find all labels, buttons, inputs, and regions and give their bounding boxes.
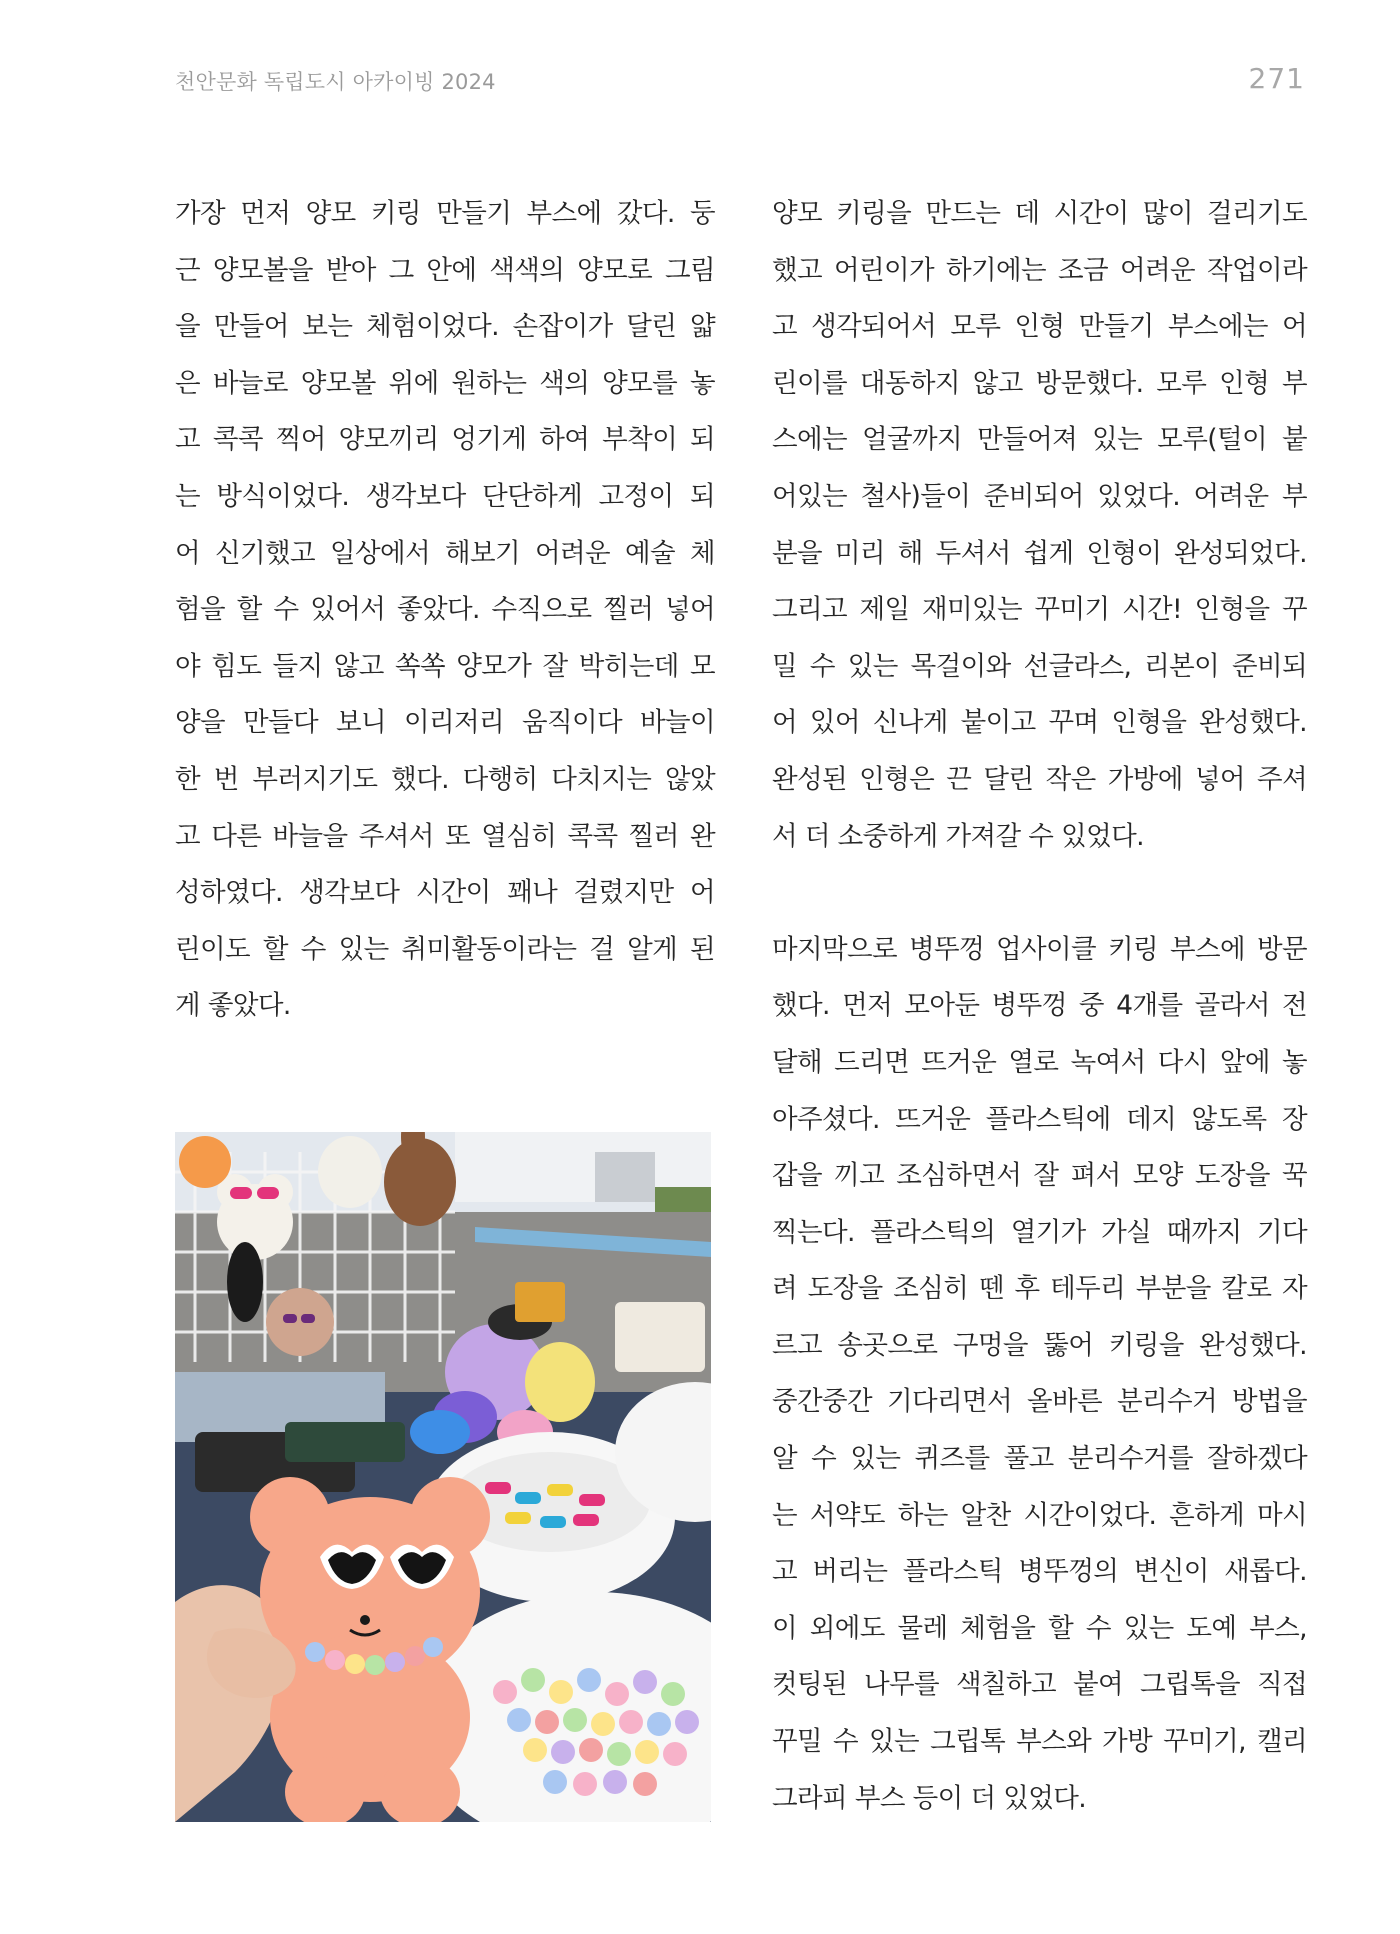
text-line: 갑을 끼고 조심하면서 잘 펴서 모양 도장을 꾹 <box>772 1160 1307 1192</box>
text-line: 완성된 인형은 끈 달린 작은 가방에 넣어 주셔 <box>772 763 1307 795</box>
text-line: 고 다른 바늘을 주셔서 또 열심히 콕콕 찔러 완 <box>175 820 715 852</box>
text-line: 을 만들어 보는 체험이었다. 손잡이가 달린 얇 <box>175 311 715 343</box>
yellow-fluff <box>525 1342 595 1422</box>
text-line: 밀 수 있는 목걸이와 선글라스, 리본이 준비되 <box>772 650 1307 682</box>
text-line: 찍는다. 플라스틱의 열기가 가실 때까지 기다 <box>772 1216 1307 1248</box>
text-line: 야 힘도 들지 않고 쏙쏙 양모가 잘 박히는데 모 <box>175 650 715 682</box>
text-line: 려 도장을 조심히 뗀 후 테두리 부분을 칼로 자 <box>772 1273 1307 1305</box>
text-line: 어있는 철사)들이 준비되어 있었다. 어려운 부 <box>772 480 1307 512</box>
text-line: 어 있어 신나게 붙이고 꾸며 인형을 완성했다. <box>772 707 1307 739</box>
text-line: 린이도 할 수 있는 취미활동이라는 걸 알게 된 <box>175 933 715 965</box>
ac-unit <box>595 1152 655 1202</box>
white-bunny-doll <box>318 1136 382 1208</box>
basket <box>615 1302 705 1372</box>
text-line: 아주셨다. 뜨거운 플라스틱에 데지 않도록 장 <box>772 1103 1307 1135</box>
text-line: 달해 드리면 뜨거운 열로 녹여서 다시 앞에 놓 <box>772 1046 1307 1078</box>
text-line: 꾸밀 수 있는 그립톡 부스와 가방 꾸미기, 캘리 <box>772 1726 1307 1758</box>
text-line: 고 버리는 플라스틱 병뚜껑의 변신이 새롭다. <box>772 1556 1307 1588</box>
text-line: 양모 키링을 만드는 데 시간이 많이 걸리기도 <box>772 198 1307 229</box>
text-line: 마지막으로 병뚜껑 업사이클 키링 부스에 방문 <box>772 933 1307 965</box>
text-line: 린이를 대동하지 않고 방문했다. 모루 인형 부 <box>772 367 1307 399</box>
right-column-text <box>772 186 1307 1827</box>
text-line: 가장 먼저 양모 키링 만들기 부스에 갔다. 둥 <box>175 198 715 229</box>
text-line: 했고 어린이가 하기에는 조금 어려운 작업이라 <box>772 254 1307 286</box>
orange-doll <box>179 1136 231 1188</box>
text-line: 양을 만들다 보니 이리저리 움직이다 바늘이 <box>175 707 715 739</box>
text-line: 중간중간 기다리면서 올바른 분리수거 방법을 <box>772 1386 1307 1418</box>
orange-box <box>515 1282 565 1322</box>
text-line: 성하였다. 생각보다 시간이 꽤나 걸렸지만 어 <box>175 877 715 909</box>
text-line: 했다. 먼저 모아둔 병뚜껑 중 4개를 골라서 전 <box>772 990 1307 1022</box>
keyring-booth-photo <box>175 1132 711 1822</box>
text-line: 스에는 얼굴까지 만들어져 있는 모루(털이 붙 <box>772 424 1307 456</box>
text-line: 르고 송곳으로 구멍을 뚫어 키링을 완성했다. <box>772 1329 1307 1361</box>
text-line: 알 수 있는 퀴즈를 풀고 분리수거를 잘하겠다 <box>772 1443 1307 1475</box>
paragraph-gap <box>772 865 1307 922</box>
text-line: 은 바늘로 양모볼 위에 원하는 색의 양모를 놓 <box>175 367 715 399</box>
text-line: 어 신기했고 일상에서 해보기 어려운 예술 체 <box>175 537 715 569</box>
text-line: 컷팅된 나무를 색칠하고 붙여 그립톡을 직접 <box>772 1669 1307 1701</box>
text-line: 그리고 제일 재미있는 꾸미기 시간! 인형을 꾸 <box>772 594 1307 626</box>
page-number: 271 <box>1248 62 1305 95</box>
running-header: 천안문화 독립도시 아카이빙 2024 <box>175 70 496 94</box>
text-line: 서 더 소중하게 가져갈 수 있었다. <box>772 820 1144 852</box>
text-line: 이 외에도 물레 체험을 할 수 있는 도예 부스, <box>772 1612 1307 1644</box>
blue-fluff <box>410 1410 470 1454</box>
black-doll <box>227 1242 263 1322</box>
text-line: 분을 미리 해 두셔서 쉽게 인형이 완성되었다. <box>772 537 1307 569</box>
green-pouch <box>285 1422 405 1462</box>
text-line: 그라피 부스 등이 더 있었다. <box>772 1782 1087 1814</box>
text-line: 는 방식이었다. 생각보다 단단하게 고정이 되 <box>175 480 715 512</box>
text-line: 고 콕콕 찍어 양모끼리 엉기게 하여 부착이 되 <box>175 424 715 456</box>
tan-bear-doll <box>266 1288 334 1356</box>
text-line: 는 서약도 하는 알찬 시간이었다. 흔하게 마시 <box>772 1499 1307 1531</box>
text-line: 한 번 부러지기도 했다. 다행히 다치지는 않았 <box>175 763 715 795</box>
text-line: 고 생각되어서 모루 인형 만들기 부스에는 어 <box>772 311 1307 343</box>
paragraph-bottle-cap-upcycling <box>772 922 1307 1828</box>
text-line: 근 양모볼을 받아 그 안에 색색의 양모로 그림 <box>175 254 715 286</box>
text-line: 게 좋았다. <box>175 990 291 1022</box>
left-column-text <box>175 186 715 1035</box>
photo-illustration <box>175 1132 711 1822</box>
paragraph-pipe-cleaner-doll <box>772 186 1307 865</box>
text-line: 험을 할 수 있어서 좋았다. 수직으로 찔러 넣어 <box>175 594 715 626</box>
